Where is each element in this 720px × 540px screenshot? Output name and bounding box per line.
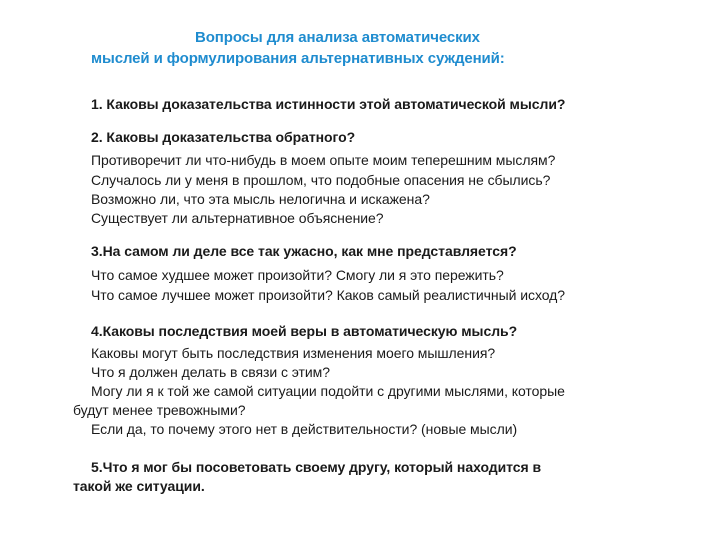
question-4-item-2: Что я должен делать в связи с этим?	[91, 364, 330, 380]
question-5-heading-line-1: 5.Что я мог бы посоветовать своему другу, который находится в	[91, 459, 542, 475]
question-2-item-4: Существует ли альтернативное объяснение?	[91, 210, 384, 226]
question-2-item-3: Возможно ли, что эта мысль нелогична и искажена?	[91, 191, 430, 207]
question-4-heading: 4.Каковы последствия моей веры в автоматическую мысль?	[91, 323, 518, 339]
question-5-heading-line-2: такой же ситуации.	[73, 478, 205, 494]
slide-title-line-1: Вопросы для анализа автоматических	[195, 29, 480, 46]
question-2-item-2: Случалось ли у меня в прошлом, что подобные опасения не сбылись?	[91, 172, 551, 188]
question-2-heading: 2. Каковы доказательства обратного?	[91, 129, 356, 145]
question-3-item-1: Что самое худшее может произойти? Смогу ли я это пережить?	[91, 267, 504, 283]
question-4-item-3: Могу ли я к той же самой ситуации подойти с другими мыслями, которые	[91, 383, 565, 399]
question-1-heading: 1. Каковы доказательства истинности этой автоматической мысли?	[91, 96, 566, 112]
question-4-item-4: Если да, то почему этого нет в действительности? (новые мысли)	[91, 421, 518, 437]
question-3-heading: 3.На самом ли деле все так ужасно, как мне представляется?	[91, 243, 517, 259]
question-4-item-1: Каковы могут быть последствия изменения моего мышления?	[91, 345, 496, 361]
question-3-item-2: Что самое лучшее может произойти? Каков самый реалистичный исход?	[91, 287, 566, 303]
question-4-item-3-continuation: будут менее тревожными?	[73, 402, 246, 418]
question-2-item-1: Противоречит ли что-нибудь в моем опыте моим теперешним мыслям?	[91, 152, 556, 168]
slide-title-line-2: мыслей и формулирования альтернативных суждений:	[91, 50, 505, 67]
